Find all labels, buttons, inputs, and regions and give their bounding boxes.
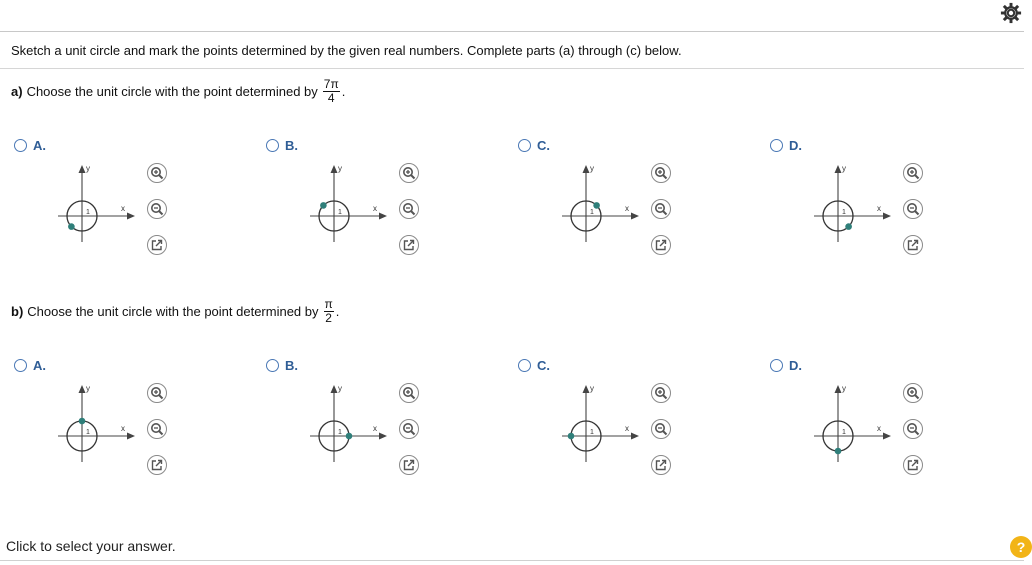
problem-prompt: Sketch a unit circle and mark the points determined by the given real numbers. Complete parts (a) through (c) below. [11, 43, 682, 58]
marked-point [346, 433, 353, 440]
unit-circle-graph [808, 154, 898, 251]
part-a-option-c[interactable] [518, 138, 718, 258]
zoom-out-icon[interactable] [651, 199, 671, 219]
zoom-in-icon[interactable] [147, 383, 167, 403]
part-a-numerator: 7π [323, 77, 339, 91]
part-b-option-b[interactable] [266, 358, 466, 478]
unit-one-label: 1 [86, 429, 90, 436]
open-new-window-icon[interactable] [147, 455, 167, 475]
option-radio-row[interactable] [518, 138, 550, 153]
part-a-fraction [323, 78, 340, 105]
unit-circle-graph [52, 154, 142, 251]
header-divider [0, 31, 1024, 32]
option-letter: C. [537, 358, 550, 373]
part-a-label: a) [11, 84, 23, 99]
help-button[interactable]: ? [1010, 536, 1032, 558]
unit-circle-graph [304, 374, 394, 471]
part-a-question: a) Choose the unit circle with the point determined by $\frac{7\pi}{4}$ . [11, 77, 346, 105]
unit-circle-graph [556, 374, 646, 471]
y-axis-label: y [86, 384, 90, 393]
zoom-out-icon[interactable] [399, 419, 419, 439]
x-axis-label: x [121, 204, 125, 213]
option-radio-row[interactable] [266, 138, 298, 153]
unit-circle-graph [304, 154, 394, 251]
option-letter: B. [285, 138, 298, 153]
unit-one-label: 1 [590, 209, 594, 216]
zoom-in-icon[interactable] [147, 163, 167, 183]
marked-point [68, 223, 75, 230]
y-axis-label: y [338, 164, 342, 173]
zoom-out-icon[interactable] [147, 419, 167, 439]
unit-one-label: 1 [842, 429, 846, 436]
settings-gear-icon[interactable] [997, 0, 1024, 26]
zoom-out-icon[interactable] [651, 419, 671, 439]
marked-point [568, 433, 575, 440]
zoom-in-icon[interactable] [903, 383, 923, 403]
zoom-in-icon[interactable] [399, 383, 419, 403]
option-letter: A. [33, 138, 46, 153]
radio-button[interactable] [518, 139, 531, 152]
option-letter: D. [789, 358, 802, 373]
unit-one-label: 1 [590, 429, 594, 436]
option-letter: D. [789, 138, 802, 153]
zoom-out-icon[interactable] [903, 199, 923, 219]
zoom-in-icon[interactable] [651, 383, 671, 403]
option-letter: A. [33, 358, 46, 373]
option-letter: B. [285, 358, 298, 373]
open-new-window-icon[interactable] [651, 235, 671, 255]
zoom-out-icon[interactable] [903, 419, 923, 439]
part-b-fraction [324, 298, 334, 325]
y-axis-label: y [86, 164, 90, 173]
marked-point [845, 223, 852, 230]
option-radio-row[interactable] [770, 138, 802, 153]
zoom-out-icon[interactable] [399, 199, 419, 219]
part-a-option-a[interactable] [14, 138, 214, 258]
marked-point [593, 202, 600, 209]
part-a-option-b[interactable] [266, 138, 466, 258]
option-radio-row[interactable] [14, 138, 46, 153]
marked-point [320, 202, 327, 209]
part-b-denominator: 2 [325, 311, 332, 325]
x-axis-label: x [877, 424, 881, 433]
unit-one-label: 1 [86, 209, 90, 216]
zoom-in-icon[interactable] [903, 163, 923, 183]
part-b-option-d[interactable] [770, 358, 970, 478]
open-new-window-icon[interactable] [399, 455, 419, 475]
part-a-text: Choose the unit circle with the point determined by [26, 84, 318, 99]
radio-button[interactable] [770, 359, 783, 372]
y-axis-label: y [338, 384, 342, 393]
part-b-option-c[interactable] [518, 358, 718, 478]
part-b-label: b) [11, 304, 24, 319]
part-b-numerator: π [324, 297, 333, 311]
part-a-denominator: 4 [327, 91, 335, 105]
unit-one-label: 1 [338, 209, 342, 216]
option-radio-row[interactable] [770, 358, 802, 373]
x-axis-label: x [373, 204, 377, 213]
footer-divider [0, 560, 1024, 561]
x-axis-label: x [625, 204, 629, 213]
option-letter: C. [537, 138, 550, 153]
y-axis-label: y [842, 384, 846, 393]
marked-point [835, 448, 842, 455]
radio-button[interactable] [14, 359, 27, 372]
unit-circle-graph [808, 374, 898, 471]
open-new-window-icon[interactable] [903, 455, 923, 475]
open-new-window-icon[interactable] [903, 235, 923, 255]
unit-one-label: 1 [338, 429, 342, 436]
part-b-text: Choose the unit circle with the point determined by [27, 304, 319, 319]
option-radio-row[interactable] [14, 358, 46, 373]
y-axis-label: y [590, 384, 594, 393]
open-new-window-icon[interactable] [651, 455, 671, 475]
radio-button[interactable] [266, 359, 279, 372]
unit-one-label: 1 [842, 209, 846, 216]
prompt-divider [0, 68, 1024, 69]
unit-circle-graph [556, 154, 646, 251]
option-radio-row[interactable] [266, 358, 298, 373]
y-axis-label: y [590, 164, 594, 173]
open-new-window-icon[interactable] [399, 235, 419, 255]
part-b-option-a[interactable] [14, 358, 214, 478]
y-axis-label: y [842, 164, 846, 173]
x-axis-label: x [373, 424, 377, 433]
part-b-question: b) Choose the unit circle with the point determined by $\frac{\pi}{2}$ . [11, 297, 340, 325]
unit-circle-graph [52, 374, 142, 471]
option-radio-row[interactable] [518, 358, 550, 373]
open-new-window-icon[interactable] [147, 235, 167, 255]
radio-button[interactable] [14, 139, 27, 152]
instruction-text: Click to select your answer. [6, 538, 176, 554]
radio-button[interactable] [518, 359, 531, 372]
x-axis-label: x [625, 424, 629, 433]
zoom-in-icon[interactable] [651, 163, 671, 183]
x-axis-label: x [121, 424, 125, 433]
part-a-option-d[interactable] [770, 138, 970, 258]
marked-point [79, 418, 86, 425]
radio-button[interactable] [770, 139, 783, 152]
zoom-out-icon[interactable] [147, 199, 167, 219]
radio-button[interactable] [266, 139, 279, 152]
x-axis-label: x [877, 204, 881, 213]
zoom-in-icon[interactable] [399, 163, 419, 183]
